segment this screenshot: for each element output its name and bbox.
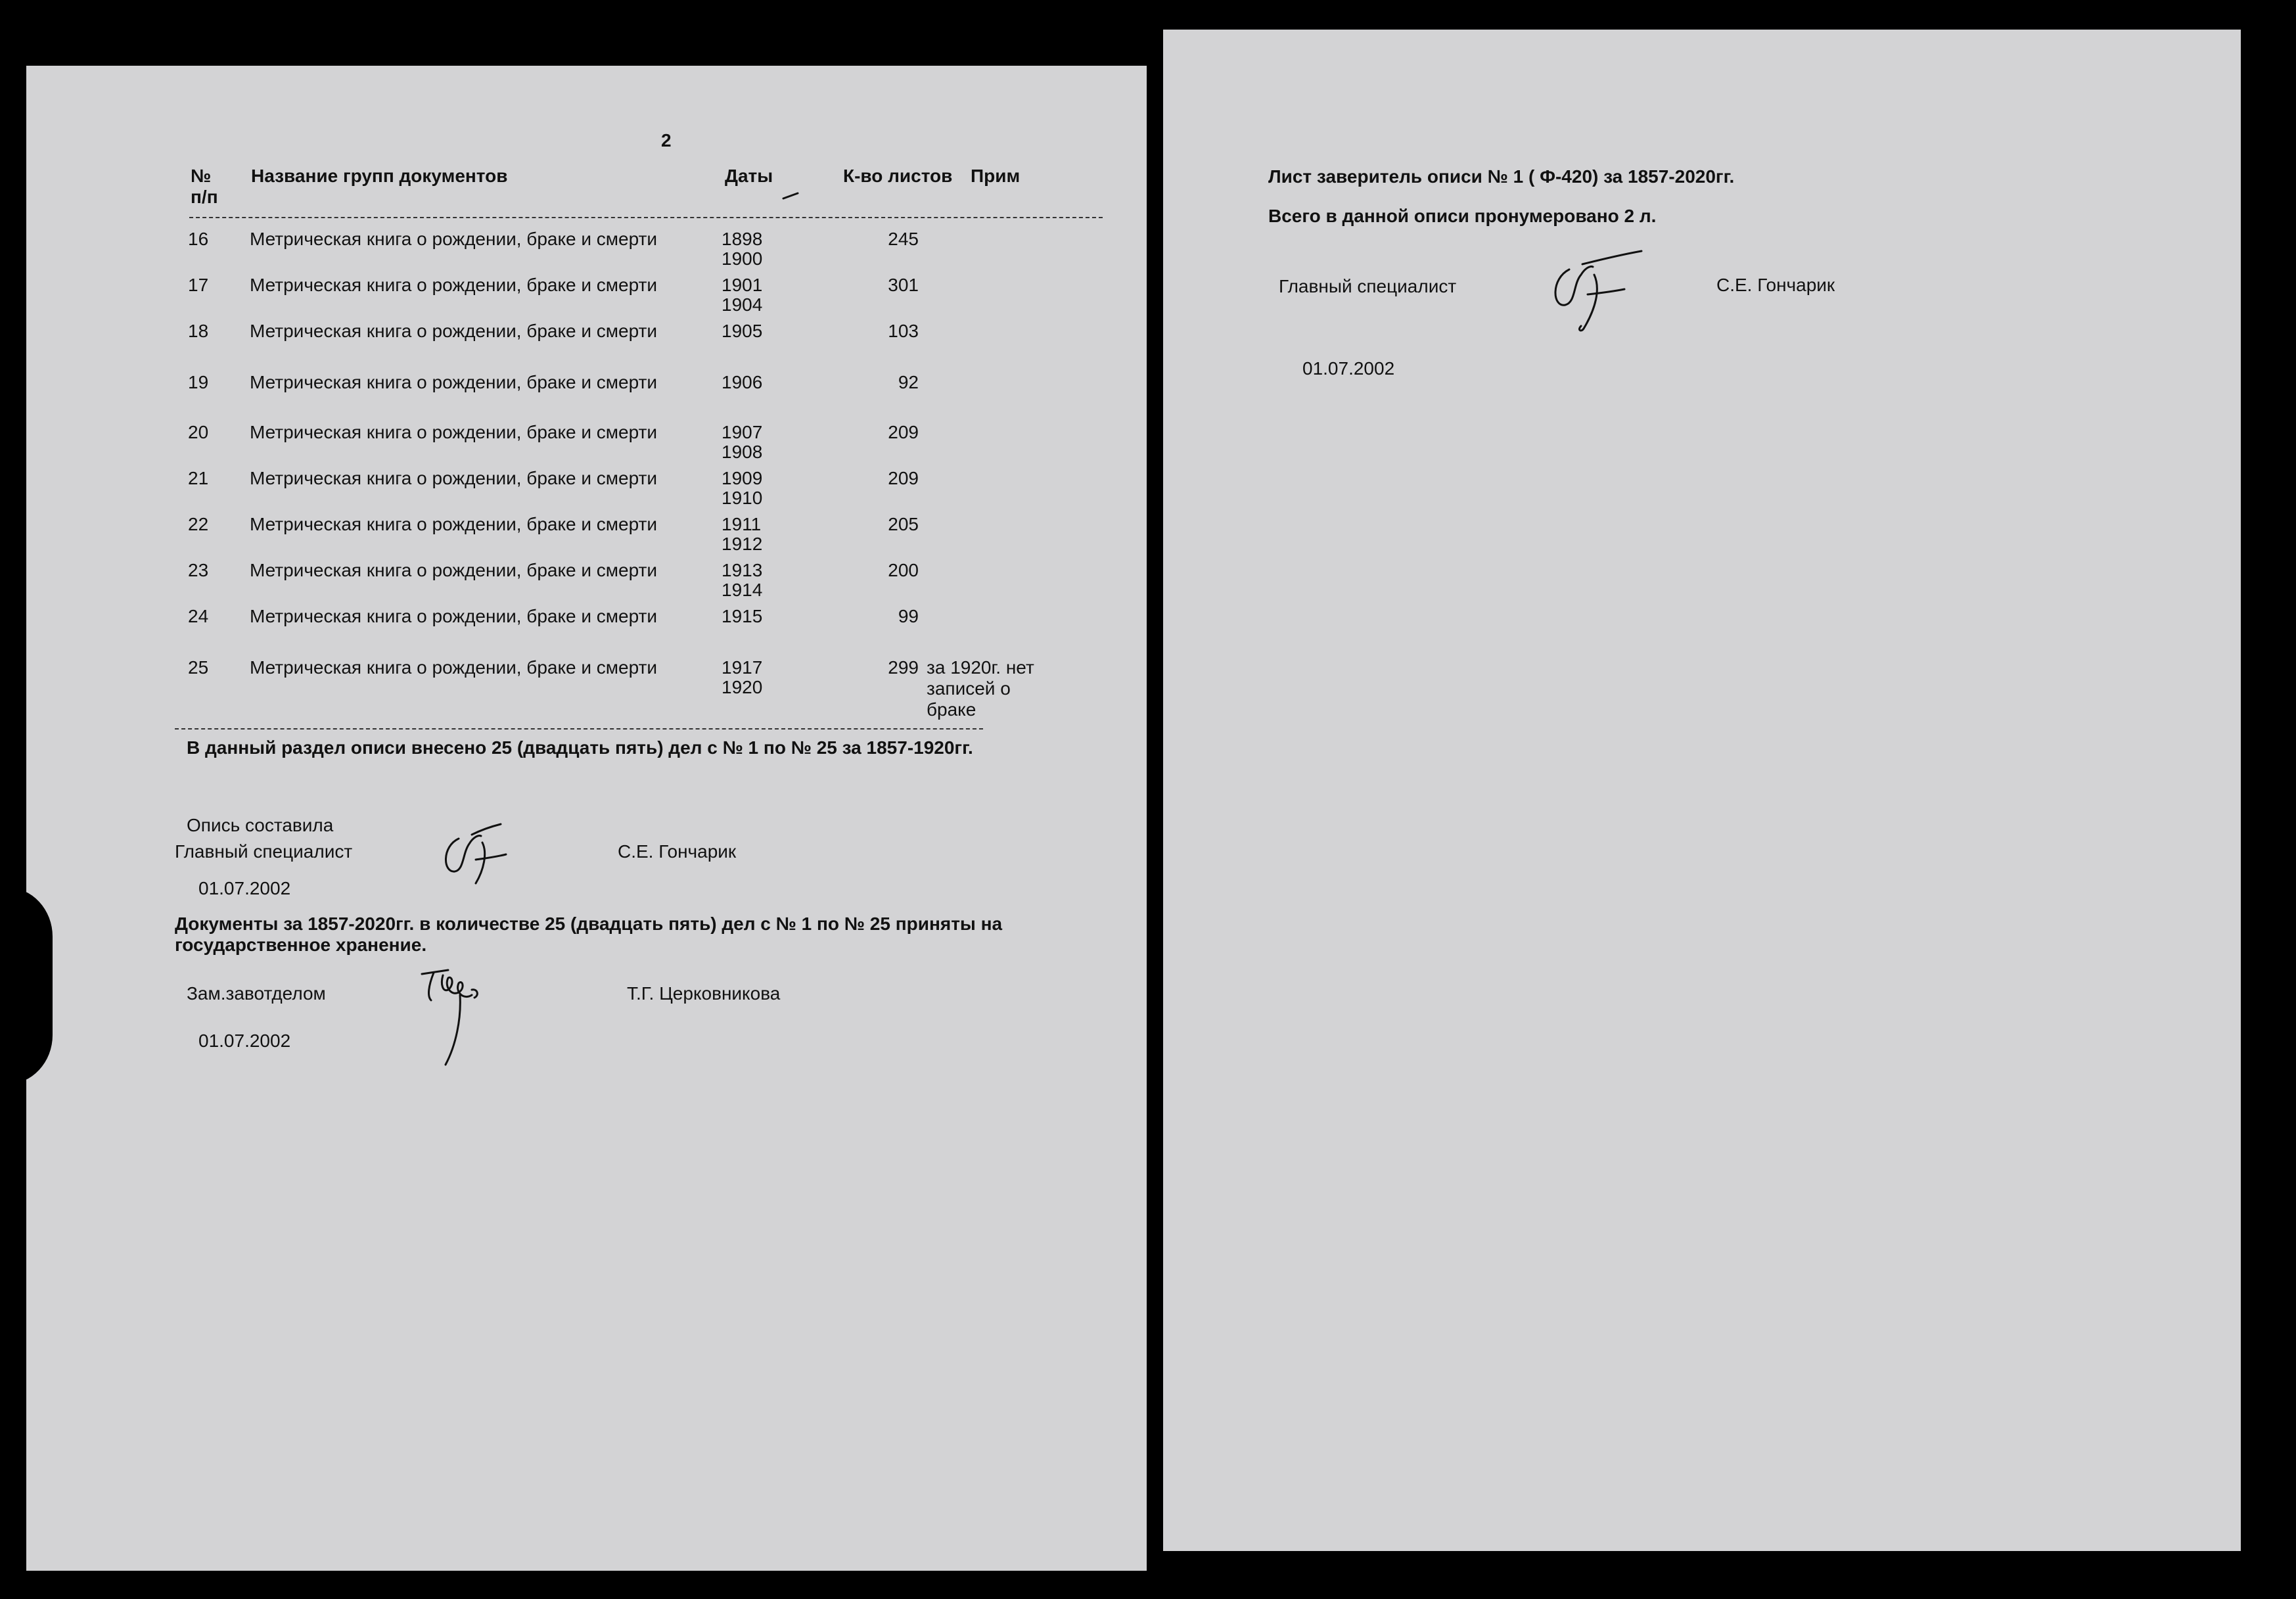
row-number: 25 [188,657,209,678]
row-title: Метрическая книга о рождении, браке и смерти [250,514,658,534]
row-number: 19 [188,372,209,392]
row-number: 20 [188,422,209,442]
accepted-text-line2: государственное хранение. [175,935,427,955]
acceptor-name: Т.Г. Церковникова [627,983,781,1004]
row-number: 17 [188,275,209,295]
compiler-position: Главный специалист [175,841,353,862]
row-date-start: 1913 [722,560,763,580]
header-num-sub: п/п [191,187,218,207]
certifier-position: Главный специалист [1279,276,1457,296]
row-number: 16 [188,229,209,249]
acceptor-signature [409,966,514,1071]
row-date-start: 1917 [722,657,763,678]
row-title: Метрическая книга о рождении, браке и смерти [250,275,658,295]
row-title: Метрическая книга о рождении, браке и смерти [250,229,658,249]
row-sheet-count: 209 [888,468,919,488]
compiler-name: С.Е. Гончарик [618,841,737,862]
row-date-start: 1915 [722,606,763,626]
row-date-start: 1907 [722,422,763,442]
certifier-signature [1543,243,1655,335]
row-date-start: 1906 [722,372,763,392]
row-sheet-count: 99 [898,606,919,626]
row-date-start: 1909 [722,468,763,488]
row-date-start: 1911 [722,514,762,534]
row-date-end: 1908 [722,442,763,462]
right-page [1163,30,2241,1551]
row-date-end: 1900 [722,248,763,269]
row-title: Метрическая книга о рождении, браке и смерти [250,560,658,580]
row-number: 23 [188,560,209,580]
row-note: за 1920г. нет записей о браке [927,657,1034,720]
accepted-date: 01.07.2002 [198,1031,291,1051]
compiled-date: 01.07.2002 [198,878,291,898]
certification-date: 01.07.2002 [1302,358,1395,379]
certification-title: Лист заверитель описи № 1 ( Ф-420) за 1857-2020гг. [1268,166,1735,187]
row-date-end: 1912 [722,534,763,554]
row-date-end: 1910 [722,488,763,508]
row-title: Метрическая книга о рождении, браке и смерти [250,606,658,626]
table-end-divider [175,728,983,730]
accepted-text-line1: Документы за 1857-2020гг. в количестве 25 (двадцать пять) дел с № 1 по № 25 приняты на [175,914,1003,934]
row-sheet-count: 92 [898,372,919,392]
row-sheet-count: 103 [888,321,919,341]
row-title: Метрическая книга о рождении, браке и смерти [250,372,658,392]
page-notch [7,887,53,1084]
row-date-start: 1905 [722,321,763,341]
pen-mark [782,189,802,202]
compiled-label: Опись составила [187,815,334,835]
row-title: Метрическая книга о рождении, браке и смерти [250,657,658,678]
page-number: 2 [661,130,672,151]
compiler-signature [435,820,540,886]
row-sheet-count: 200 [888,560,919,580]
row-date-end: 1914 [722,580,763,600]
left-page [26,66,1147,1571]
header-dates: Даты [725,166,773,186]
row-number: 21 [188,468,209,488]
row-sheet-count: 299 [888,657,919,678]
row-title: Метрическая книга о рождении, браке и смерти [250,321,658,341]
row-title: Метрическая книга о рождении, браке и смерти [250,468,658,488]
row-title: Метрическая книга о рождении, браке и смерти [250,422,658,442]
header-divider [189,217,1103,218]
row-number: 18 [188,321,209,341]
section-summary: В данный раздел описи внесено 25 (двадцать пять) дел с № 1 по № 25 за 1857-1920гг. [187,737,973,758]
row-date-end: 1920 [722,677,763,697]
row-sheet-count: 209 [888,422,919,442]
header-name: Название групп документов [251,166,508,186]
row-sheet-count: 301 [888,275,919,295]
row-sheet-count: 245 [888,229,919,249]
row-date-start: 1898 [722,229,763,249]
row-number: 24 [188,606,209,626]
row-date-start: 1901 [722,275,763,295]
certification-total: Всего в данной описи пронумеровано 2 л. [1268,206,1657,226]
acceptor-position: Зам.завотделом [187,983,326,1004]
row-date-end: 1904 [722,294,763,315]
row-sheet-count: 205 [888,514,919,534]
header-sheets: К-во листов [843,166,953,186]
row-number: 22 [188,514,209,534]
header-num: № [191,166,212,186]
header-notes: Прим [971,166,1021,186]
certifier-name: С.Е. Гончарик [1716,275,1835,295]
